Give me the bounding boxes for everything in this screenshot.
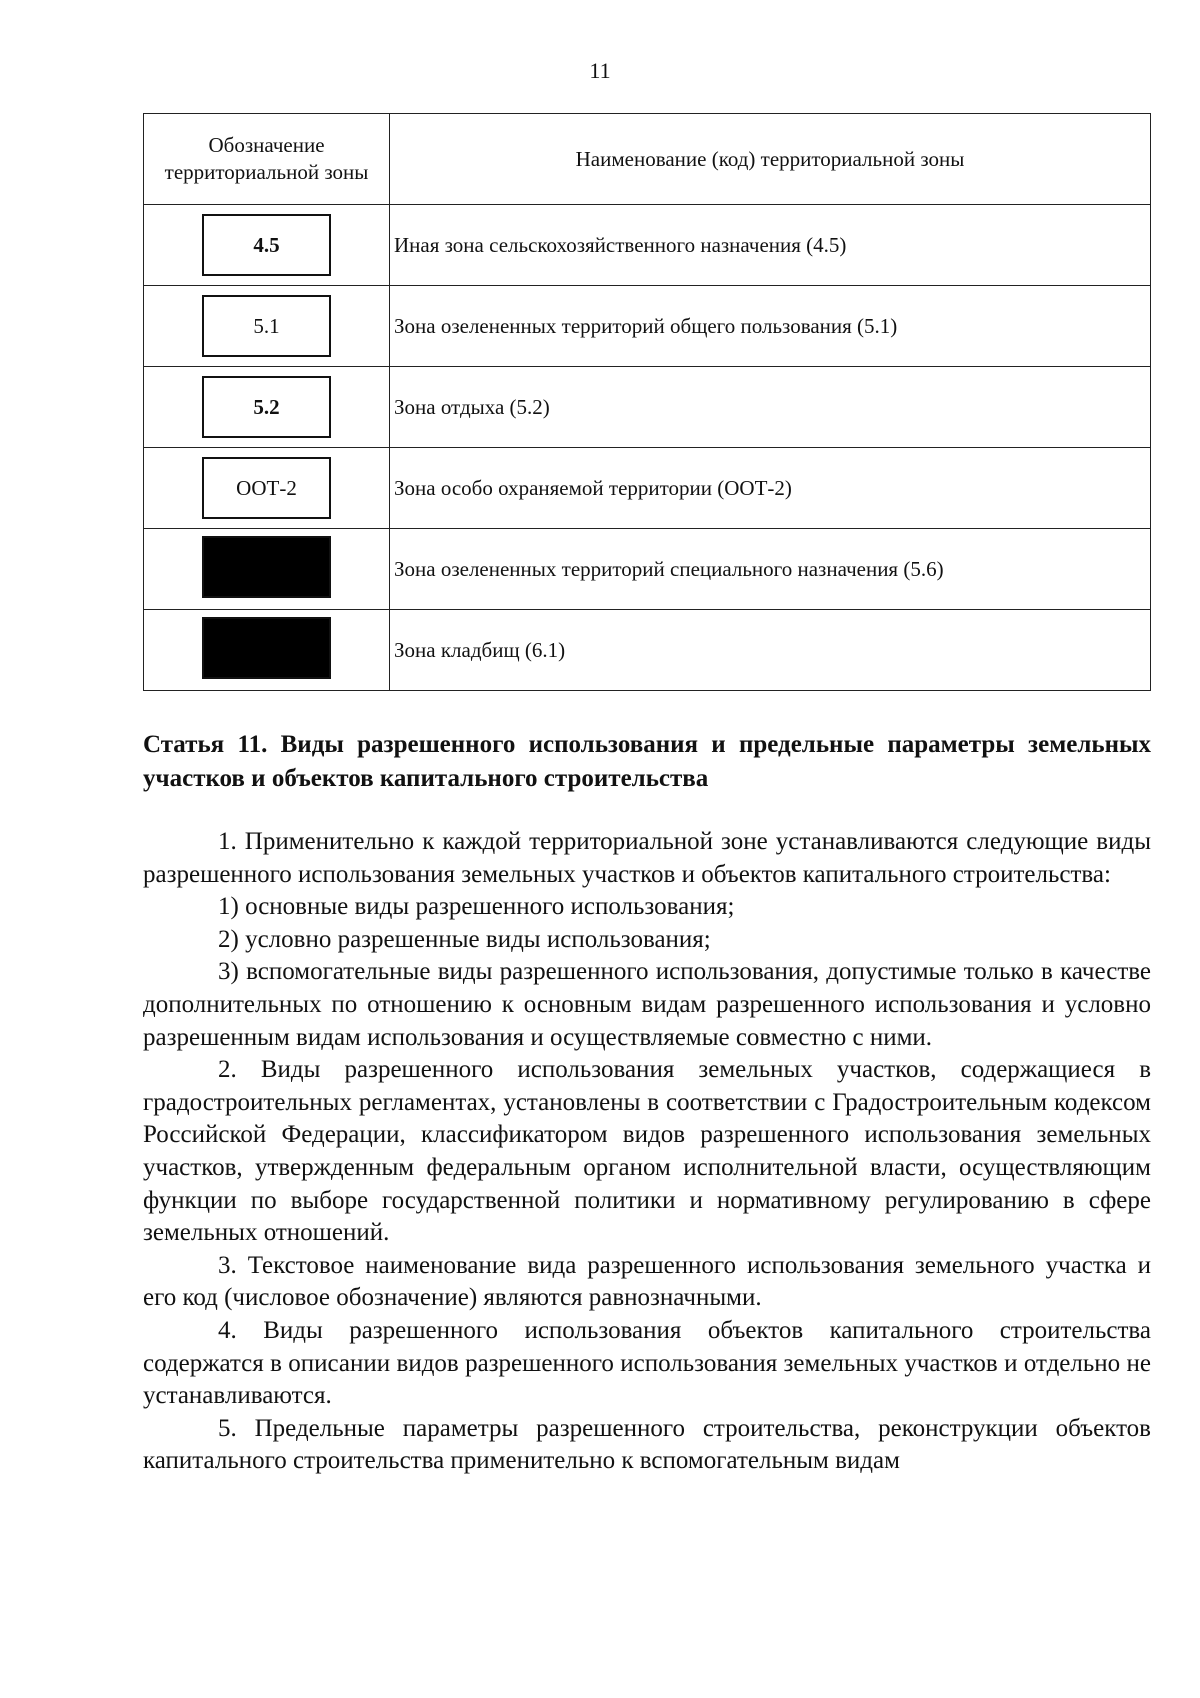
zone-name: Зона озелененных территорий общего пользования (5.1)	[390, 286, 1151, 367]
paragraph: 2. Виды разрешенного использования земельных участков, содержащиеся в градостроительных регламентах, установлены в соответствии с Градостроительным кодексом Российской Федерации, классификатором видов разрешенного использования земельных участков, утвержденным федеральным органом исполнительной власти, осуществляющим функции по выборе государственной политики и нормативному регулированию в сфере земельных отношений.	[143, 1056, 1151, 1247]
paragraph: 3) вспомогательные виды разрешенного использования, допустимые только в качестве дополнительных по отношению к основным видам разрешенного использования и условно разрешенным видам использования и осуществляемые совместно с ними.	[143, 958, 1151, 1051]
zone-symbol-filled	[202, 536, 331, 598]
zone-name: Иная зона сельскохозяйственного назначения (4.5)	[390, 205, 1151, 286]
zone-symbol: 5.1	[202, 295, 331, 357]
column-header-name: Наименование (код) территориальной зоны	[390, 114, 1151, 205]
zone-name: Зона кладбищ (6.1)	[390, 610, 1151, 691]
zone-name: Зона отдыха (5.2)	[390, 367, 1151, 448]
zone-symbol: ООТ-2	[202, 457, 331, 519]
table-row	[144, 448, 1151, 529]
table-row	[144, 610, 1151, 691]
zone-symbol: 5.2	[202, 376, 331, 438]
paragraph: 2) условно разрешенные виды использования;	[218, 925, 711, 953]
zone-name: Зона озелененных территорий специального назначения (5.6)	[390, 529, 1151, 610]
zone-name: Зона особо охраняемой территории (ООТ-2)	[390, 448, 1151, 529]
article-body	[143, 826, 1151, 1478]
zone-symbol-filled	[202, 617, 331, 679]
paragraph: 4. Виды разрешенного использования объектов капитального строительства содержатся в описании видов разрешенного использования земельных участков и отдельно не устанавливаются.	[143, 1316, 1151, 1410]
zone-symbol: 4.5	[202, 214, 331, 276]
table-row	[144, 286, 1151, 367]
table-row	[144, 529, 1151, 610]
article-title: Статья 11. Виды разрешенного использования и предельные параметры земельных участков и объектов капитального строительства	[143, 731, 1151, 792]
paragraph: 1. Применительно к каждой территориальной зоне устанавливаются следующие виды разрешенного использования земельных участков и объектов капитального строительства:	[143, 828, 1151, 888]
table-row	[144, 367, 1151, 448]
column-header-designation: Обозначение территориальной зоны	[144, 114, 390, 205]
table-row	[144, 205, 1151, 286]
zones-table	[143, 113, 1151, 691]
table-header-row	[144, 114, 1151, 205]
paragraph: 5. Предельные параметры разрешенного строительства, реконструкции объектов капитального строительства применительно к вспомогательным видам	[143, 1414, 1151, 1475]
paragraph: 1) основные виды разрешенного использования;	[218, 893, 735, 921]
paragraph: 3. Текстовое наименование вида разрешенного использования земельного участка и его код (числовое обозначение) являются равнозначными.	[143, 1251, 1151, 1312]
page-number: 11	[589, 58, 611, 83]
